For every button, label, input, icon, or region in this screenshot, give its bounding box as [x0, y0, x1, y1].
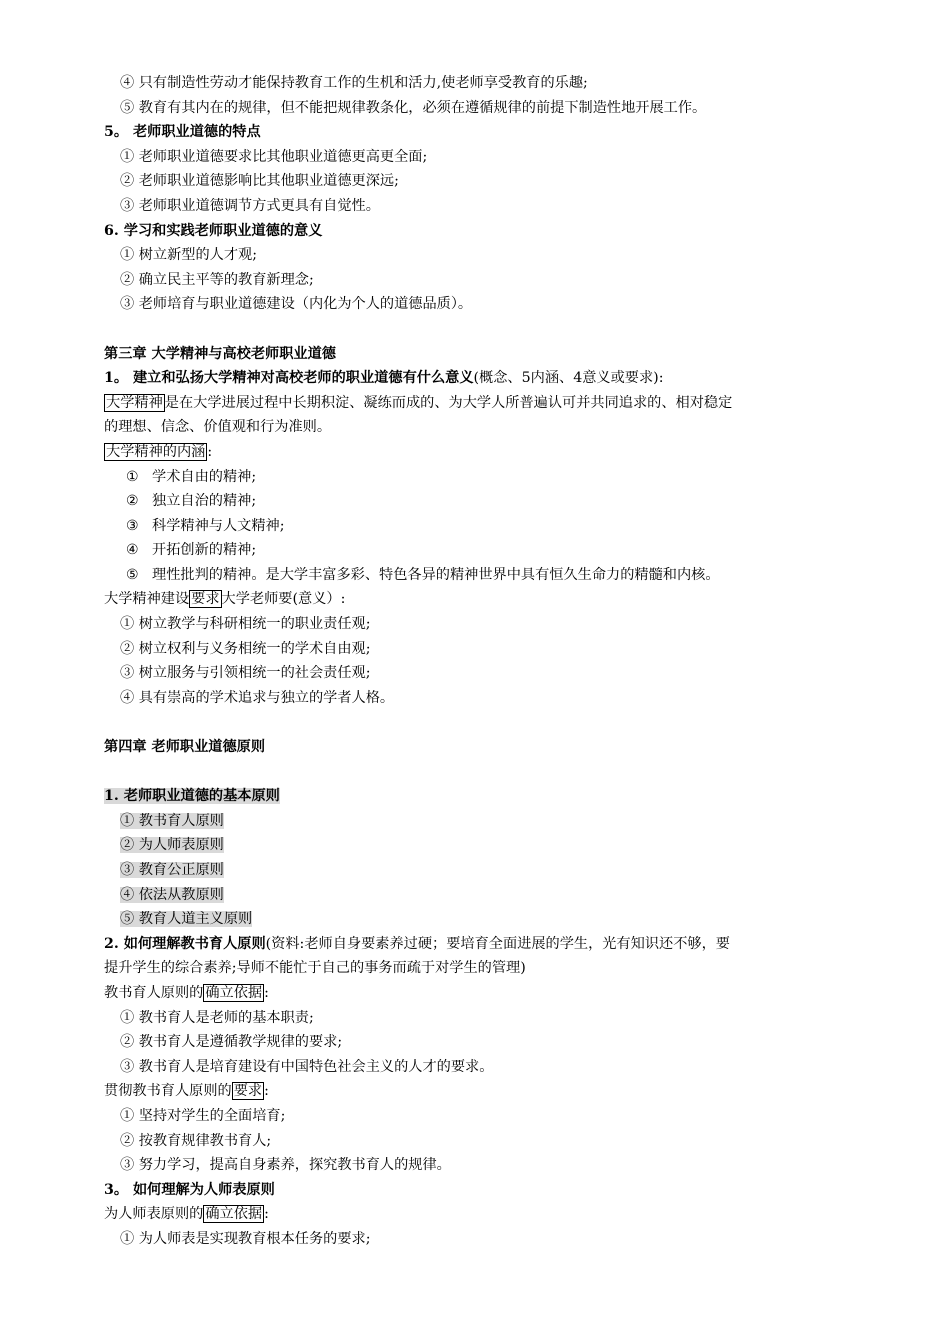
list-item: ③ 教书育人是培育建设有中国特色社会主义的人才的要求。 [120, 1058, 494, 1075]
boxed-term: 大学精神的内涵 [106, 443, 206, 460]
list-item: ④ 具有崇高的学术追求与独立的学者人格。 [120, 689, 395, 706]
highlighted-text: ⑤ 教育人道主义原则 [120, 911, 253, 928]
boxed-term: 要求 [191, 591, 220, 608]
colon: : [207, 443, 213, 460]
colon: : [264, 1206, 269, 1223]
list-item [104, 833, 852, 858]
definition-continuation: 的理想、信念、价值观和行为准则。 [104, 419, 332, 436]
connotation-heading [104, 440, 852, 465]
text-prefix: 教书育人原则的 [104, 984, 204, 1001]
list-item: ② 教书育人是遵循教学规律的要求; [120, 1034, 343, 1051]
question-text: 2. 如何理解教书育人原则 [104, 935, 266, 952]
list-item: ③ 老师培育与职业道德建设（内化为个人的道德品质）。 [120, 296, 473, 313]
highlighted-text: ② 为人师表原则 [120, 837, 224, 854]
list-item: ① 为人师表是实现教育根本任务的要求; [120, 1230, 371, 1247]
list-item: ② 树立权利与义务相统一的学术自由观; [120, 640, 371, 657]
chapter-title: 第四章 老师职业道德原则 [104, 739, 266, 756]
basis-heading [104, 1202, 852, 1227]
section-heading: 5。 老师职业道德的特点 [104, 124, 261, 141]
list-item: ② 按教育规律教书育人; [120, 1132, 272, 1149]
list-item: ③ 老师职业道德调节方式更具有自觉性。 [120, 197, 380, 214]
definition-line [104, 391, 852, 416]
item-number: ③ [126, 517, 139, 534]
chapter-title: 第三章 大学精神与高校老师职业道德 [104, 345, 336, 362]
highlighted-text: ④ 依法从教原则 [120, 886, 224, 903]
item-text: 理性批判的精神。是大学丰富多彩、特色各异的精神世界中具有恒久生命力的精髓和内核。 [152, 566, 720, 583]
list-item: ② 老师职业道德影响比其他职业道德更深远; [120, 173, 399, 190]
implementation-heading [104, 1079, 852, 1104]
document-page [104, 71, 852, 1252]
item-number: ④ [126, 542, 139, 559]
boxed-term: 确立依据 [205, 984, 263, 1001]
list-item: ① 坚持对学生的全面培育; [120, 1107, 286, 1124]
basis-heading [104, 981, 852, 1006]
colon: : [264, 1083, 269, 1100]
requirement-heading [104, 587, 852, 612]
note-continuation: 提升学生的综合素养;导师不能忙于自己的事务而疏于对学生的管理) [104, 960, 526, 977]
list-item: ③ 树立服务与引领相统一的社会责任观; [120, 665, 371, 682]
list-item: ③ 努力学习，提高自身素养，探究教书育人的规律。 [120, 1157, 451, 1174]
list-item [104, 883, 852, 908]
list-item [104, 489, 852, 514]
question-text: 1。 建立和弘扬大学精神对高校老师的职业道德有什么意义 [104, 370, 474, 387]
boxed-term: 大学精神 [106, 394, 163, 411]
list-item [104, 809, 852, 834]
list-item [104, 563, 852, 588]
highlighted-text: 1. 老师职业道德的基本原则 [104, 788, 280, 805]
section-heading: 6. 学习和实践老师职业道德的意义 [104, 222, 323, 239]
section-heading: 3。 如何理解为人师表原则 [104, 1181, 275, 1198]
question-heading [104, 932, 852, 957]
text-prefix: 为人师表原则的 [104, 1206, 204, 1223]
boxed-term: 确立依据 [205, 1206, 263, 1223]
list-item [104, 538, 852, 563]
text-prefix: 贯彻教书育人原则的 [104, 1083, 232, 1100]
highlighted-text: ③ 教育公正原则 [120, 862, 224, 878]
colon: : [264, 984, 269, 1001]
question-note: (资料:老师自身要素养过硬；要培育全面进展的学生，光有知识还不够，要 [265, 935, 730, 952]
item-text: 开拓创新的精神; [152, 542, 257, 559]
highlighted-text: ① 教书育人原则 [120, 812, 224, 829]
list-item: ① 树立新型的人才观; [120, 247, 257, 264]
definition-text: 是在大学进展过程中长期积淀、凝练而成的、为大学人所普遍认可并共同追求的、相对稳定 [164, 394, 733, 411]
question-heading [104, 366, 852, 391]
text-prefix: 大学精神建设 [104, 591, 190, 608]
text-suffix: 大学老师要(意义）: [221, 591, 346, 608]
list-item: ⑤ 教育有其内在的规律，但不能把规律教条化，必须在遵循规律的前提下制造性地开展工作。 [120, 99, 707, 116]
list-item: ④ 只有制造性劳动才能保持教育工作的生机和活力,使老师享受教育的乐趣; [120, 75, 588, 91]
list-item [104, 858, 852, 883]
list-item [104, 465, 852, 490]
item-number: ② [126, 493, 139, 510]
item-number: ⑤ [126, 566, 139, 583]
item-number: ① [126, 468, 139, 485]
question-note: (概念、5内涵、4意义或要求): [473, 370, 664, 387]
list-item: ② 确立民主平等的教育新理念; [120, 271, 314, 288]
section-heading [104, 784, 852, 809]
item-text: 科学精神与人文精神; [152, 517, 285, 534]
list-item: ① 教书育人是老师的基本职责; [120, 1009, 314, 1026]
boxed-term: 要求 [233, 1083, 263, 1100]
item-text: 独立自治的精神; [152, 493, 257, 510]
list-item [104, 514, 852, 539]
list-item [104, 907, 852, 932]
list-item: ① 树立教学与科研相统一的职业责任观; [120, 616, 371, 633]
item-text: 学术自由的精神; [152, 468, 257, 485]
list-item: ① 老师职业道德要求比其他职业道德更高更全面; [120, 148, 428, 165]
